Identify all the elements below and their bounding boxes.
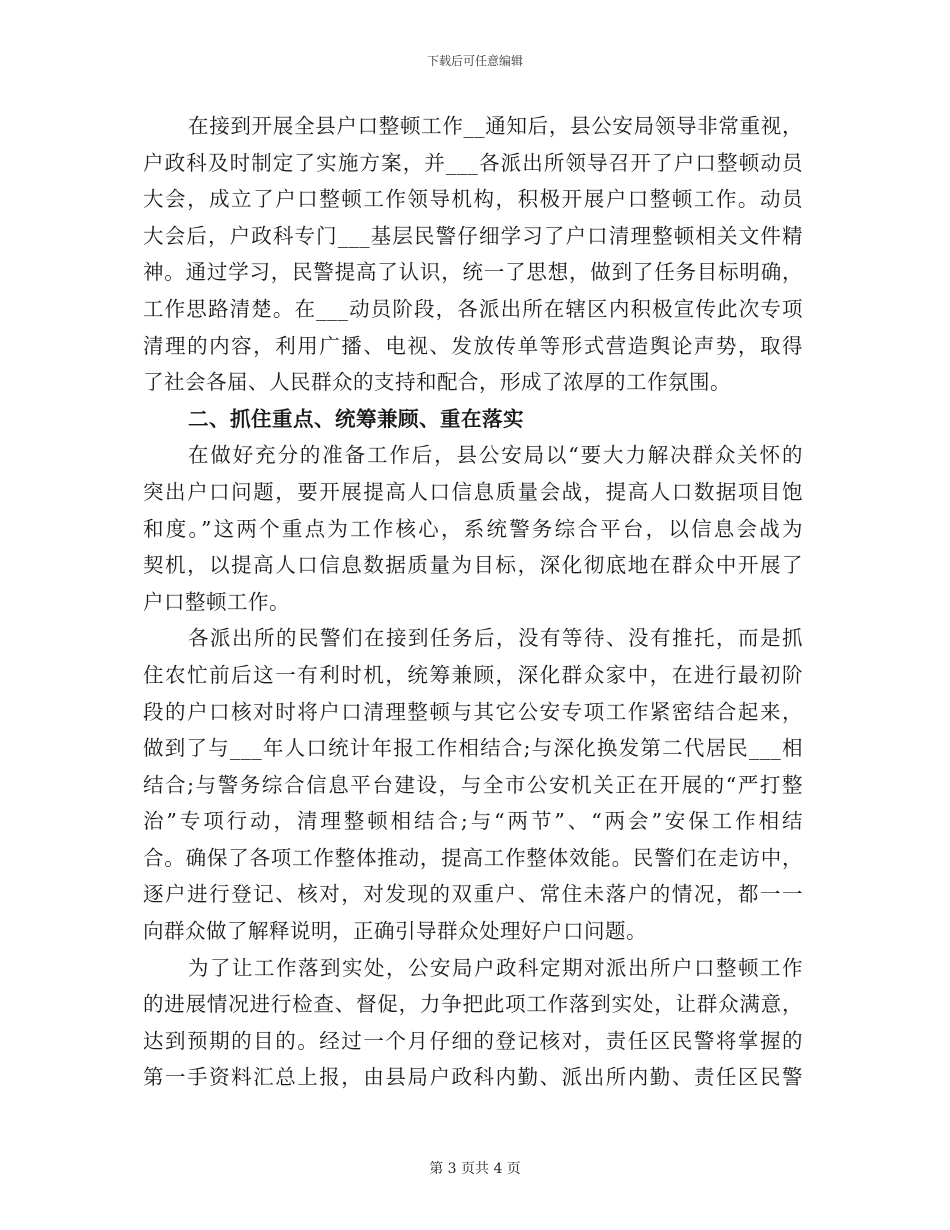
body-line: 结合;与警务综合信息平台建设，与全市公安机关正在开展的“严打整 [143, 772, 803, 797]
body-line: 了社会各届、人民群众的支持和配合，形成了浓厚的工作氛围。 [143, 370, 731, 395]
body-line: 为了让工作落到实处，公安局户政科定期对派出所户口整顿工作 [188, 955, 803, 980]
document-body [143, 108, 803, 1096]
page-footer: 第 3 页共 4 页 [429, 1161, 521, 1177]
body-line: 契机，以提高人口信息数据质量为目标，深化彻底地在群众中开展了 [143, 553, 803, 578]
body-line: 住农忙前后这一有利时机，统筹兼顾，深化群众家中，在进行最初阶 [143, 662, 803, 687]
body-line: 大会后，户政科专门___基层民警仔细学习了户口清理整顿相关文件精 [143, 223, 803, 248]
body-line: 神。通过学习，民警提高了认识，统一了思想，做到了任务目标明确， [143, 260, 803, 285]
body-line: 治”专项行动，清理整顿相结合;与“两节”、“两会”安保工作相结 [143, 809, 803, 834]
body-line: 户政科及时制定了实施方案，并___各派出所领导召开了户口整顿动员 [143, 150, 803, 175]
body-line: 清理的内容，利用广播、电视、发放传单等形式营造舆论声势，取得 [143, 333, 803, 358]
body-line: 和度。”这两个重点为工作核心，系统警务综合平台，以信息会战为 [143, 516, 803, 541]
body-line: 向群众做了解释说明，正确引导群众处理好户口问题。 [143, 919, 647, 944]
body-line: 突出户口问题，要开展提高人口信息质量会战，提高人口数据项目饱 [143, 479, 803, 504]
body-line: 段的户口核对时将户口清理整顿与其它公安专项工作紧密结合起来， [143, 699, 803, 724]
body-line: 在接到开展全县户口整顿工作__通知后，县公安局领导非常重视， [188, 114, 803, 138]
body-line: 逐户进行登记、核对，对发现的双重户、常住未落户的情况，都一一 [143, 882, 803, 907]
body-line: 合。确保了各项工作整体推动，提高工作整体效能。民警们在走访中， [143, 845, 803, 870]
body-line: 的进展情况进行检查、督促，力争把此项工作落到实处，让群众满意， [143, 992, 803, 1017]
body-line: 户口整顿工作。 [143, 589, 290, 614]
body-line: 达到预期的目的。经过一个月仔细的登记核对，责任区民警将掌握的 [143, 1028, 803, 1053]
body-line: 在做好充分的准备工作后，县公安局以“要大力解决群众关怀的 [188, 443, 803, 468]
section-heading: 二、抓住重点、统筹兼顾、重在落实 [188, 406, 524, 431]
body-line: 工作思路清楚。在___动员阶段，各派出所在辖区内积极宣传此次专项 [143, 296, 803, 321]
page-header: 下载后可任意编辑 [426, 54, 523, 68]
body-line: 各派出所的民警们在接到任务后，没有等待、没有推托，而是抓 [188, 626, 803, 651]
body-line: 做到了与___年人口统计年报工作相结合;与深化换发第二代居民___相 [143, 736, 803, 761]
body-line: 大会，成立了户口整顿工作领导机构，积极开展户口整顿工作。动员 [143, 187, 803, 212]
body-line: 第一手资料汇总上报，由县局户政科内勤、派出所内勤、责任区民警 [143, 1065, 803, 1090]
